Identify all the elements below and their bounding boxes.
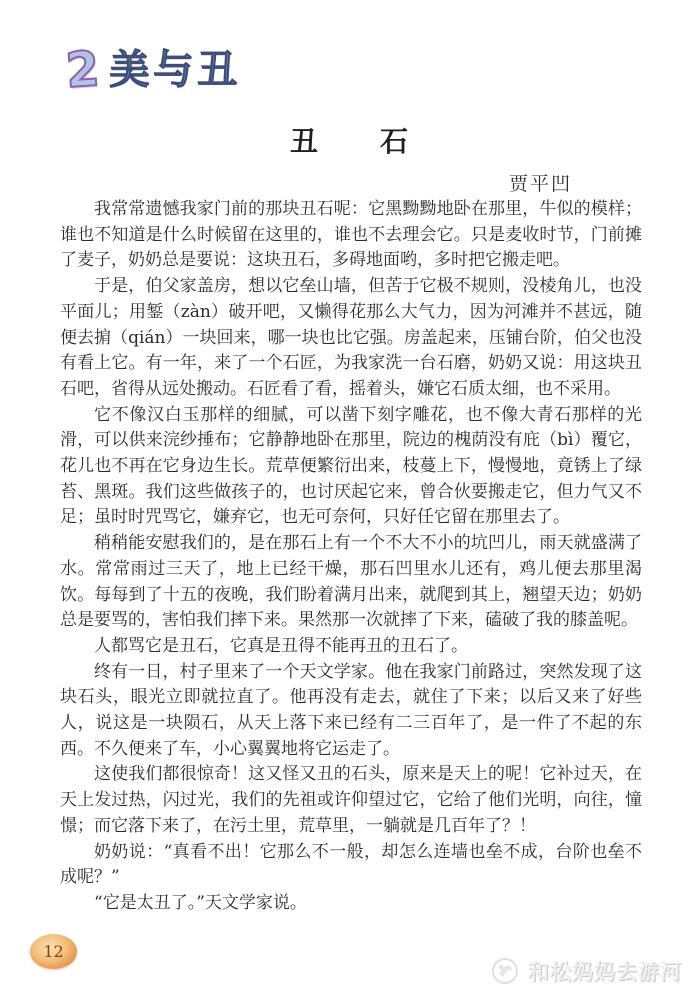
- paragraph-7: 这使我们都很惊奇！这又怪又丑的石头，原来是天上的呢！它补过天，在天上发过热，闪过光，我们的先祖或许仰望过它，它给了他们光明，向往，憧憬；而它落下来了，在污土里，荒草里，一躺就是几百年了？！: [60, 764, 642, 836]
- paragraph-9: “它是太丑了。”天文学家说。: [94, 892, 307, 913]
- unit-number: 2: [64, 40, 102, 100]
- lesson-title: 丑 石: [289, 125, 410, 158]
- watermark-text: 和松妈妈去游河: [528, 960, 682, 984]
- paragraph-8: 奶奶说：“真看不出！它那么不一般，却怎么连墙也垒不成，台阶也垒不成呢？”: [60, 841, 642, 888]
- author-name: 贾平凹: [508, 173, 572, 195]
- paragraph-5: 人都骂它是丑石，它真是丑得不能再丑的丑石了。: [94, 635, 468, 656]
- unit-header: [64, 40, 242, 100]
- paragraph-6: 终有一日，村子里来了一个天文学家。他在我家门前路过，突然发现了这块石头，眼光立即就拉直了。他再没有走去，就住了下来；以后又来了好些人，说这是一块陨石，从天上落下来已经有二三百年了，是一件了不起的东西。不久便来了车，小心翼翼地将它运走了。: [60, 661, 642, 759]
- page-number-badge: [30, 934, 77, 969]
- watermark-logo-icon: [490, 956, 520, 986]
- paragraph-3: 它不像汉白玉那样的细腻，可以凿下刻字雕花，也不像大青石那样的光滑，可以供来浣纱捶布；它静静地卧在那里，院边的槐荫没有庇（bì）覆它，花儿也不再在它身边生长。荒草便繁衍出来，枝蔓上下，慢慢地，竟锈上了绿苔、黑斑。我们这些做孩子的，也讨厌起它来，曾合伙要搬走它，但力气又不足；虽时时咒骂它，嫌弃它，也无可奈何，只好任它留在那里去了。: [60, 404, 642, 528]
- paragraph-2: 于是，伯父家盖房，想以它垒山墙，但苦于它极不规则，没棱角儿，也没平面儿；用錾（zàn）破开吧，又懒得花那么大气力，因为河滩并不甚远，随便去掮（qián）一块回来，哪一块也比它强。房盖起来，压铺台阶，伯父也没有看上它。有一年，来了一个石匠，为我家洗一台石磨，奶奶又说：用这块丑石吧，省得从远处搬动。石匠看了看，摇着头，嫌它石质太细，也不采用。: [60, 276, 642, 399]
- paragraph-1: 我常常遗憾我家门前的那块丑石呢：它黑黝黝地卧在那里，牛似的模样；谁也不知道是什么时候留在这里的，谁也不去理会它。只是麦收时节，门前摊了麦子，奶奶总是要说：这块丑石，多碍地面哟，多时把它搬走吧。: [60, 199, 642, 271]
- unit-title: 美与丑: [109, 47, 242, 93]
- paragraph-4: 稍稍能安慰我们的，是在那石上有一个不大不小的坑凹儿，雨天就盛满了水。常常雨过三天了，地上已经干燥，那石凹里水儿还有，鸡儿便去那里渴饮。每每到了十五的夜晚，我们盼着满月出来，就爬到其上，翘望天边；奶奶总是要骂的，害怕我们摔下来。果然那一次就摔了下来，磕破了我的膝盖呢。: [60, 533, 642, 631]
- watermark: [490, 956, 682, 986]
- page-number: 12: [43, 942, 64, 961]
- lesson-body: [60, 197, 642, 917]
